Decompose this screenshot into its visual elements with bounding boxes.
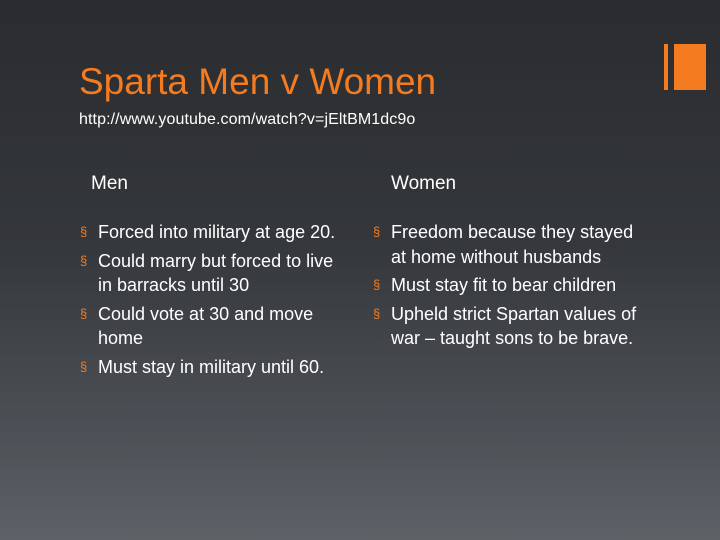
women-column-heading: Women (391, 173, 457, 194)
bullet-text: Upheld strict Spartan values of war – taught sons to be brave. (391, 303, 637, 348)
bullet-text: Freedom because they stayed at home without husbands (391, 222, 634, 267)
list-item (80, 249, 352, 298)
bullet-marker-icon: § (373, 277, 381, 292)
bullet-marker-icon: § (80, 224, 88, 239)
men-column-heading: Men (91, 173, 128, 194)
bullet-marker-icon: § (80, 358, 88, 374)
bullet-text: Could marry but forced to live in barracks until 30 (98, 250, 334, 295)
list-item (373, 220, 651, 269)
bullet-marker-icon: § (373, 305, 381, 321)
bullet-marker-icon: § (80, 252, 88, 268)
list-item (373, 302, 651, 351)
bullet-text: Must stay in military until 60. (98, 356, 325, 377)
accent-bar-thin (664, 44, 668, 90)
slide-title: Sparta Men v Women (79, 61, 437, 102)
accent-bars (664, 44, 708, 90)
bullet-text: Must stay fit to bear children (391, 275, 617, 295)
list-item (80, 220, 352, 245)
bullet-marker-icon: § (80, 305, 88, 321)
bullet-marker-icon: § (373, 224, 381, 239)
bullet-text: Forced into military at age 20. (98, 222, 336, 242)
bullet-text: Could vote at 30 and move home (98, 303, 314, 348)
list-item (80, 302, 352, 351)
women-bullet-list (373, 220, 651, 355)
accent-bar-thick (674, 44, 706, 90)
men-bullet-list (80, 220, 352, 383)
list-item (373, 273, 651, 298)
slide-subtitle-link[interactable]: http://www.youtube.com/watch?v=jEltBM1dc9o (79, 111, 416, 128)
list-item (80, 355, 352, 380)
